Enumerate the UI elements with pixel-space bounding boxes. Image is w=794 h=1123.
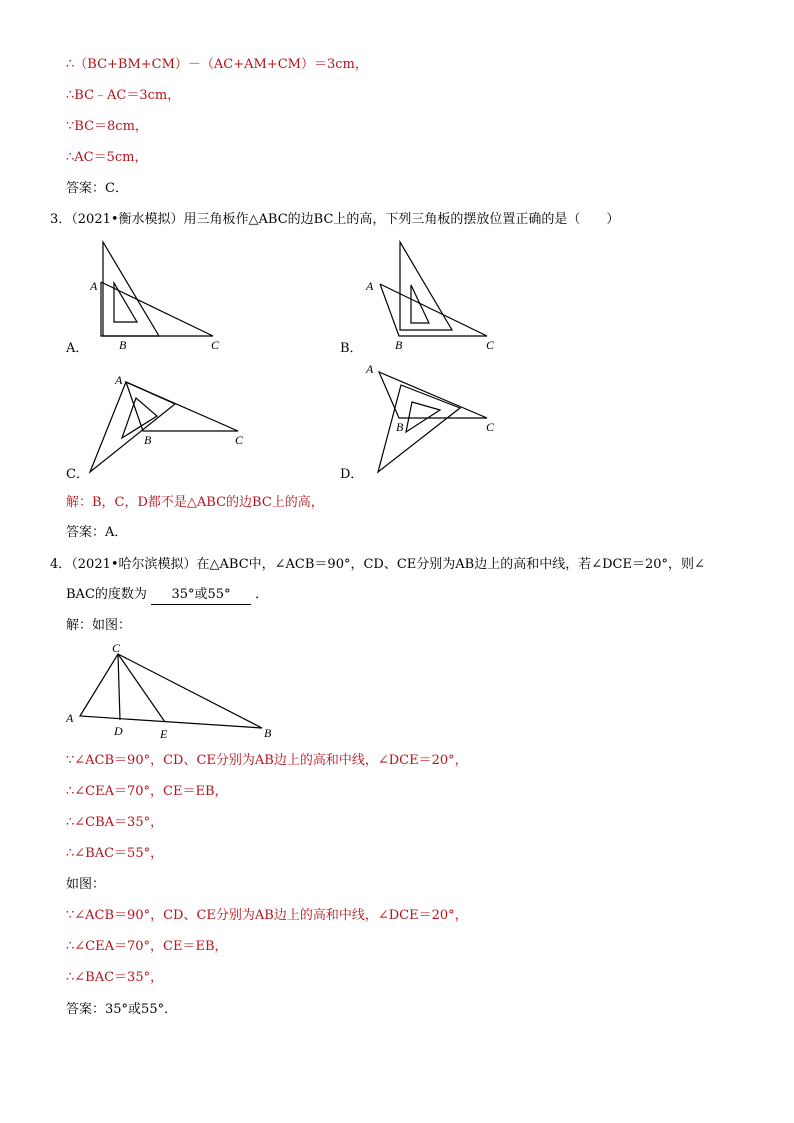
fig4-label-a: A [66, 711, 74, 725]
q4-step-6: ∴∠CEA＝70°，CE＝EB， [66, 939, 228, 954]
figure-b [380, 242, 487, 336]
fig-d-label-c: C [486, 420, 495, 434]
answer-blank: 35°或55° [151, 586, 251, 605]
solution-line-4: ∴AC＝5cm， [66, 150, 148, 165]
question-3-solution: 解：B，C，D都不是△ABC的边BC上的高， [66, 495, 324, 510]
fig-a-label-b: B [119, 338, 127, 352]
option-c-label: C． [66, 467, 89, 482]
fig-d-label-a: A [366, 362, 374, 376]
figure-a [101, 242, 213, 336]
option-a-label: A． [66, 341, 89, 356]
fig4-label-b: B [264, 726, 272, 740]
q4-step-1: ∵∠ACB＝90°，CD、CE分别为AB边上的高和中线，∠DCE＝20°， [66, 753, 468, 768]
question-3-stem: 3．（2021•衡水模拟）用三角板作△ABC的边BC上的高，下列三角板的摆放位置正确的是（ ） [50, 212, 620, 227]
option-d-label: D． [340, 467, 364, 482]
q4-step-7: ∴∠BAC＝35°， [66, 970, 164, 985]
question-4-solution-intro: 解：如图： [66, 618, 132, 633]
q4-step-3: ∴∠CBA＝35°， [66, 815, 164, 830]
fig-a-label-a: A [90, 279, 98, 293]
fig-a-label-c: C [211, 338, 220, 352]
q4-step-2: ∴∠CEA＝70°，CE＝EB， [66, 784, 228, 799]
answer-q4: 答案：35°或55°． [66, 1002, 178, 1017]
figure-d [378, 372, 487, 472]
question-4-figure [0, 638, 794, 743]
fig-c-label-b: B [144, 433, 152, 447]
solution-line-2: ∴BC﹣AC＝3cm， [66, 88, 181, 103]
answer-q3: 答案：A． [66, 525, 128, 540]
fig4-label-c: C [112, 641, 121, 655]
fig-b-label-b: B [395, 338, 403, 352]
figure-c [90, 382, 238, 472]
q4-step-5: ∵∠ACB＝90°，CD、CE分别为AB边上的高和中线，∠DCE＝20°， [66, 908, 468, 923]
solution-line-3: ∵BC＝8cm， [66, 119, 148, 134]
fig4-label-d: D [114, 724, 123, 738]
fig4-label-e: E [160, 727, 168, 741]
question-4-stem-line-1: 4．（2021•哈尔滨模拟）在△ABC中，∠ACB＝90°，CD、CE分别为AB边上的高和中线，若∠DCE＝20°，则∠ [50, 557, 705, 572]
question-3-figures [0, 235, 794, 495]
question-4-stem-prefix: BAC的度数为 [66, 587, 147, 602]
question-4-stem-line-2 [66, 586, 268, 605]
question-4-stem-suffix: ． [255, 587, 269, 602]
q4-step-4: ∴∠BAC＝55°， [66, 846, 164, 861]
fig-c-label-a: A [115, 373, 123, 387]
fig-b-label-a: A [366, 279, 374, 293]
fig-d-label-b: B [396, 420, 404, 434]
fig-c-label-c: C [235, 433, 244, 447]
q4-second-figure-intro: 如图： [66, 877, 106, 892]
solution-line-1: ∴（BC+BM+CM）－（AC+AM+CM）＝3cm， [66, 57, 368, 72]
answer-q2: 答案：C． [66, 181, 128, 196]
option-b-label: B． [340, 341, 363, 356]
fig-b-label-c: C [486, 338, 495, 352]
